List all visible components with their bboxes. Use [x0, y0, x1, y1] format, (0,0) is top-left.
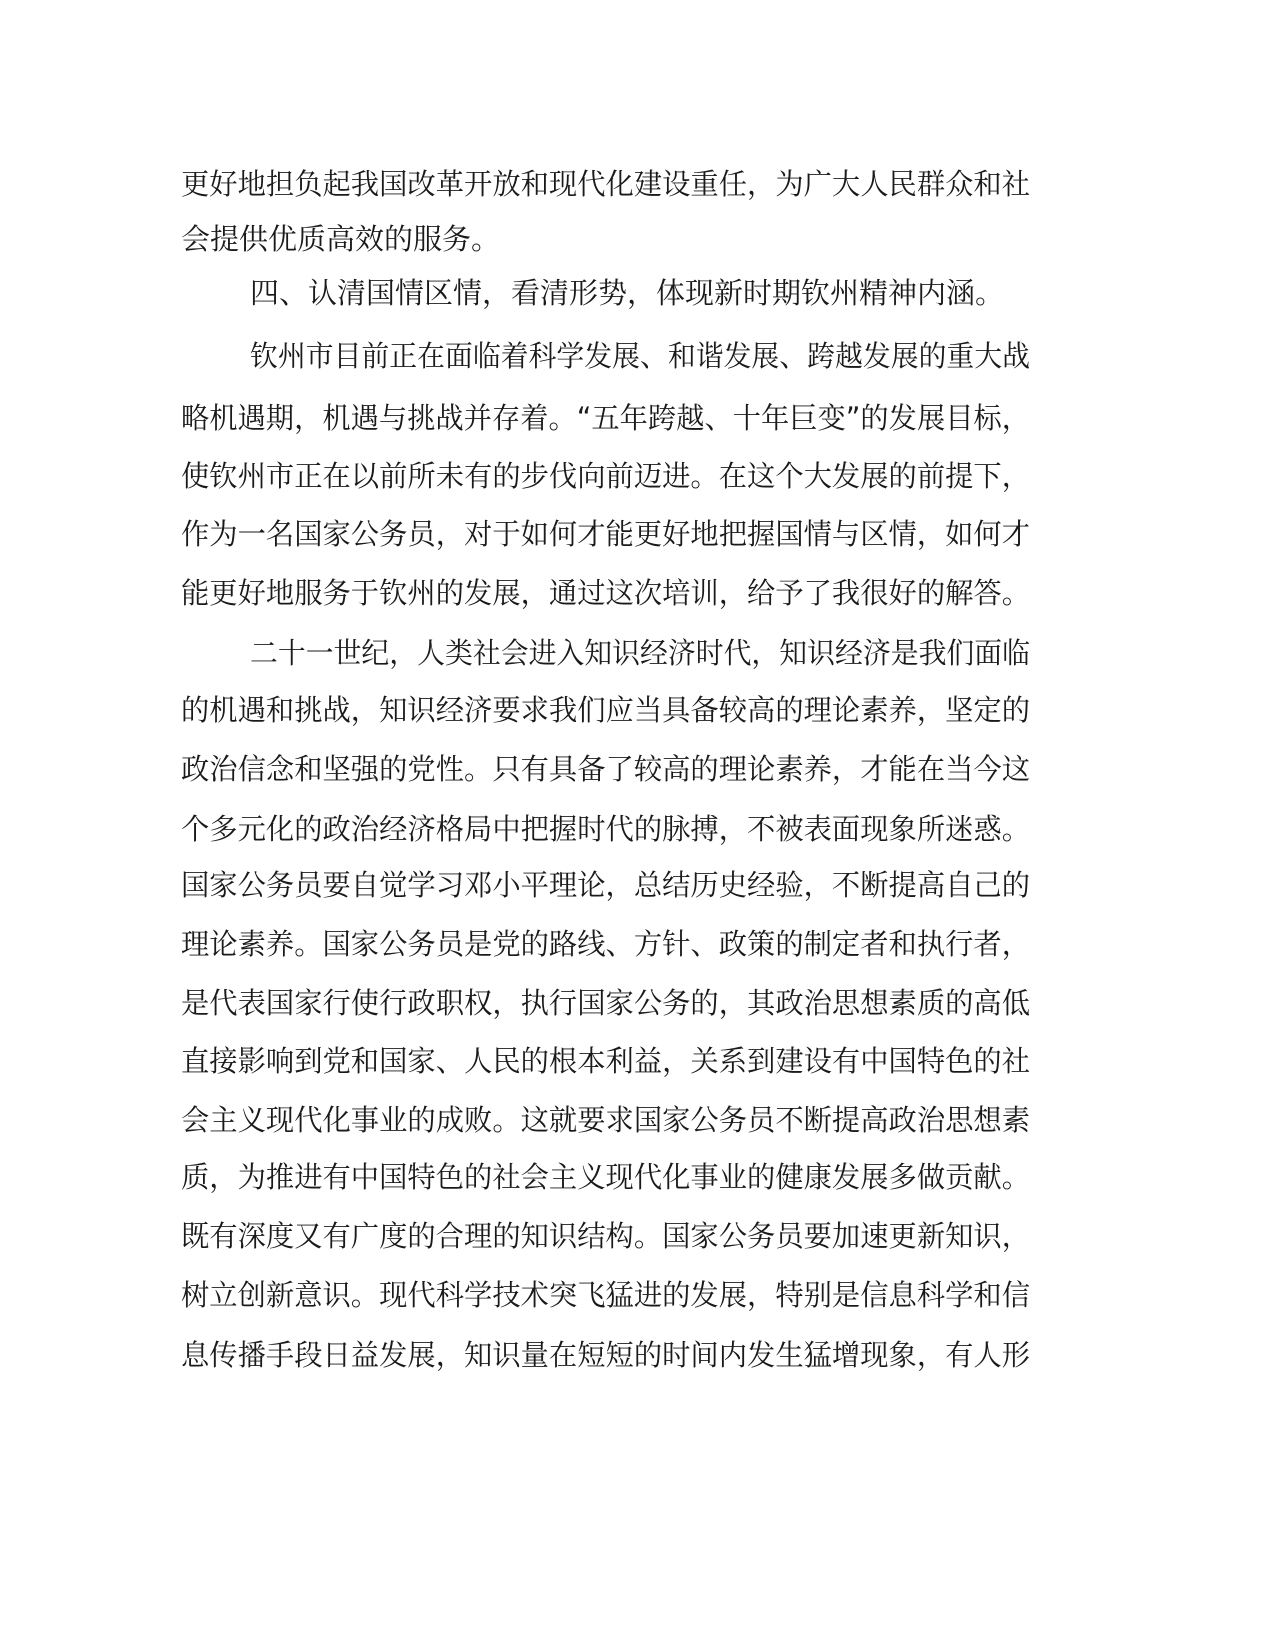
- text-line: [0, 803, 1275, 855]
- text-line: [0, 508, 1275, 560]
- line-text: 树立创新意识。现代科学技术突飞猛进的发展，特别是信息科学和信: [181, 1278, 1031, 1312]
- line-text: 理论素养。国家公务员是党的路线、方针、政策的制定者和执行者，: [181, 927, 1031, 961]
- text-line: [0, 450, 1275, 502]
- text-line: [0, 1151, 1275, 1203]
- line-text: 既有深度又有广度的合理的知识结构。国家公务员要加速更新知识，: [181, 1219, 1031, 1253]
- text-line: [0, 1035, 1275, 1087]
- line-text: 质，为推进有中国特色的社会主义现代化事业的健康发展多做贡献。: [181, 1160, 1031, 1194]
- line-text: 能更好地服务于钦州的发展，通过这次培训，给予了我很好的解答。: [181, 576, 1031, 610]
- text-line: [0, 977, 1275, 1029]
- line-text: 作为一名国家公务员，对于如何才能更好地把握国情与区情，如何才: [181, 517, 1031, 551]
- text-line: [0, 1094, 1275, 1146]
- line-text: 钦州市目前正在面临着科学发展、和谐发展、跨越发展的重大战: [250, 339, 1031, 373]
- line-text: 略机遇期，机遇与挑战并存着。“五年跨越、十年巨变”的发展目标，: [181, 401, 1031, 435]
- line-text: 国家公务员要自觉学习邓小平理论，总结历史经验，不断提高自己的: [181, 868, 1031, 902]
- line-text: 使钦州市正在以前所未有的步伐向前迈进。在这个大发展的前提下，: [181, 459, 1031, 493]
- line-text: 是代表国家行使行政职权，执行国家公务的，其政治思想素质的高低: [181, 986, 1031, 1020]
- text-line: [0, 859, 1275, 911]
- text-line: [0, 918, 1275, 970]
- line-text: 政治信念和坚强的党性。只有具备了较高的理论素养，才能在当今这: [181, 752, 1031, 786]
- text-line: [0, 213, 1275, 265]
- text-line: [0, 1210, 1275, 1262]
- text-line: [0, 567, 1275, 619]
- text-line: [0, 1269, 1275, 1321]
- line-text: 会提供优质高效的服务。: [181, 222, 501, 256]
- line-text: 直接影响到党和国家、人民的根本利益，关系到建设有中国特色的社: [181, 1044, 1031, 1078]
- text-line: [0, 392, 1275, 444]
- heading-text: 四、认清国情区情，看清形势，体现新时期钦州精神内涵。: [250, 276, 1005, 310]
- line-text: 更好地担负起我国改革开放和现代化建设重任，为广大人民群众和社: [181, 167, 1031, 201]
- text-line: [0, 158, 1275, 210]
- line-text: 会主义现代化事业的成败。这就要求国家公务员不断提高政治思想素: [181, 1103, 1031, 1137]
- line-text: 的机遇和挑战，知识经济要求我们应当具备较高的理论素养，坚定的: [181, 693, 1031, 727]
- text-line: [0, 1329, 1275, 1381]
- section-heading: [0, 267, 1275, 319]
- line-text: 二十一世纪，人类社会进入知识经济时代，知识经济是我们面临: [250, 636, 1031, 670]
- line-text: 个多元化的政治经济格局中把握时代的脉搏，不被表面现象所迷惑。: [181, 812, 1031, 846]
- line-text: 息传播手段日益发展，知识量在短短的时间内发生猛增现象，有人形: [181, 1338, 1031, 1372]
- text-line: [0, 684, 1275, 736]
- text-line: [0, 743, 1275, 795]
- text-line: [0, 330, 1275, 382]
- text-line: [0, 627, 1275, 679]
